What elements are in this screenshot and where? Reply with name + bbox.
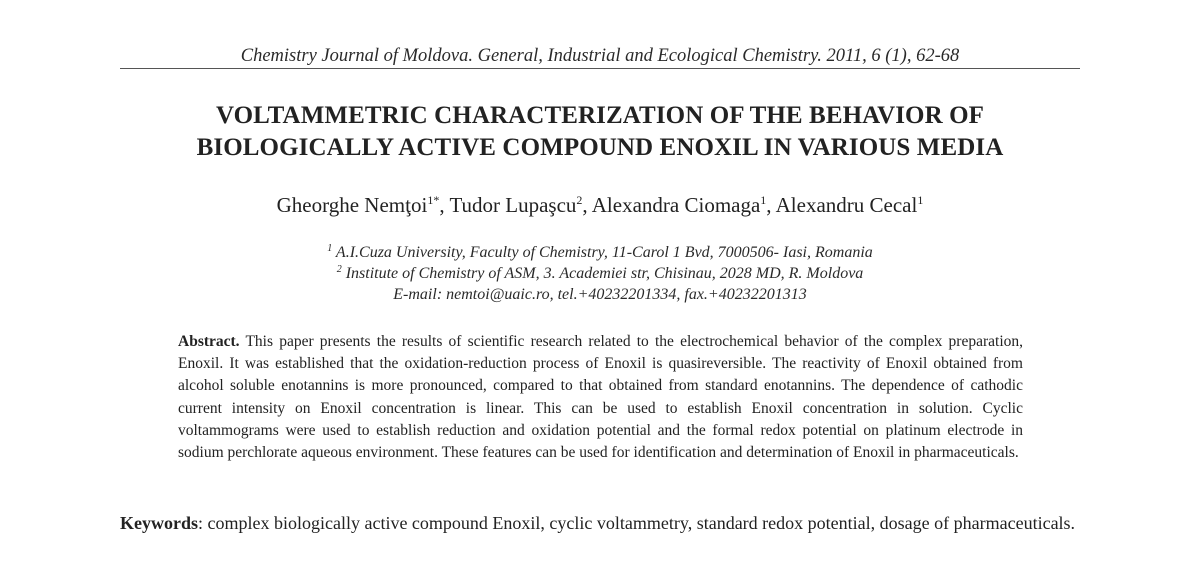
author-list [100,191,1100,219]
title-line-2: BIOLOGICALLY ACTIVE COMPOUND ENOXIL IN VARIOUS MEDIA [196,134,1004,161]
affiliation-text: A.I.Cuza University, Faculty of Chemistry, 11-Carol 1 Bvd, 7000506- Iasi, Romania [332,244,873,261]
abstract-label: Abstract. [178,333,240,350]
keywords [120,511,1080,535]
author-affiliation-mark: 1 [760,193,767,207]
author-name: Tudor Lupaşcu [449,193,577,217]
affiliation-2 [100,263,1100,284]
affiliation-mark: 1 [327,243,333,254]
author-separator: , [439,193,450,217]
author-affiliation-mark: 2 [576,193,583,207]
author-name: Alexandru Cecal [775,193,918,217]
author-affiliation-mark: 1* [427,193,440,207]
affiliation-mark: 2 [336,264,342,275]
author-name: Gheorghe Nemţoi [276,193,428,217]
author-name: Alexandra Ciomaga [591,193,761,217]
affiliations [100,242,1100,305]
author-affiliation-mark: 1 [917,193,924,207]
title-line-1: VOLTAMMETRIC CHARACTERIZATION OF THE BEHAVIOR OF [215,102,985,129]
affiliation-text: Institute of Chemistry of ASM, 3. Academiei str, Chisinau, 2028 MD, R. Moldova [341,265,864,282]
abstract [178,331,1023,464]
journal-citation: Chemistry Journal of Moldova. General, Industrial and Ecological Chemistry. 2011, 6 (1), 62-68 [240,46,960,66]
contact-info: E-mail: nemtoi@uaic.ro, tel.+40232201334, fax.+40232201313 [393,286,807,303]
abstract-text: This paper presents the results of scientific research related to the electrochemical behavior of the complex preparation, Enoxil. It was established that the oxidation-reduction process of Enoxil is quasireversible. The reactivity of Enoxil obtained from alcohol soluble enotannins is more pronounced, compared to that obtained from standard enotannins. The dependence of cathodic current intensity on Enoxil concentration is linear. This can be used to establish Enoxil concentration in solution. Cyclic voltammograms were used to establish reduction and oxidation potential and the formal redox potential on platinum electrode in sodium perchlorate aqueous environment. These features can be used for identification and determination of Enoxil in pharmaceuticals. [178,333,1023,462]
paper-title [100,100,1100,164]
affiliation-1 [100,242,1100,263]
keywords-text: : complex biologically active compound Enoxil, cyclic voltammetry, standard redox potential, dosage of pharmaceuticals. [198,513,1076,533]
author-separator: , [766,193,776,217]
keywords-label: Keywords [120,513,198,533]
author-separator: , [582,193,592,217]
header-divider [120,68,1080,69]
